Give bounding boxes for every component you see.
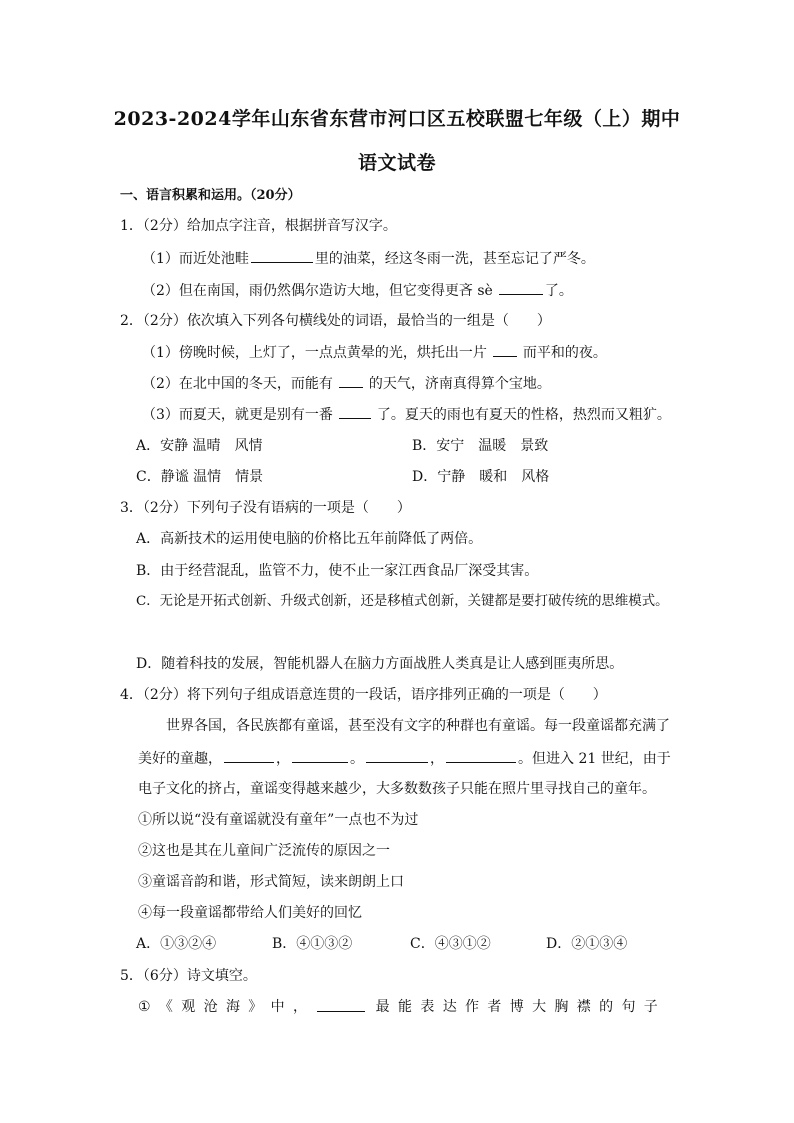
question-1-sub-2 [142,280,573,301]
char: 海 [225,999,240,1015]
answer-blank[interactable] [446,748,516,763]
answer-blank[interactable] [224,748,274,763]
question-3-option-b[interactable]: B．由于经营混乱，监管不力，使不止一家江西食品厂深受其害。 [136,563,539,579]
question-3-option-c[interactable]: C．无论是开拓式创新、升级式创新，还是移植式创新，关键都是要打破传统的思维模式。 [136,594,669,609]
answer-blank[interactable] [339,373,363,388]
char: 襟 [576,999,591,1015]
text: ， [430,751,444,767]
question-4-sentence-3: ③童谣音韵和谐，形式简短，读来朗朗上口 [138,874,404,890]
char: ， [292,999,307,1015]
text: （3）而夏天，就更是别有一番 [142,407,333,423]
question-1-stem: 1．（2分）给加点字注音，根据拼音写汉字。 [120,218,397,234]
question-4-passage-line-3: 电子文化的挤占，童谣变得越来越少，大多数数孩子只能在照片里寻找自己的童年。 [138,781,656,797]
answer-blank[interactable] [499,280,543,295]
answer-blank[interactable] [366,748,428,763]
char: 达 [442,999,457,1015]
question-4-option-d[interactable]: D．②①③④ [546,936,628,952]
char: 沧 [203,999,218,1015]
text: （2）在北中国的冬天，而能有 [142,376,333,392]
char: 胸 [554,999,569,1015]
text: 了。夏天的雨也有夏天的性格，热烈而又粗犷。 [376,407,671,423]
char: 博 [509,999,524,1015]
text: （2）但在南国，雨仍然偶尔造访大地，但它变得更吝 sè [142,283,493,299]
question-4-passage-line-1: 世界各国，各民族都有童谣，甚至没有文字的种群也有童谣。每一段童谣都充满了 [166,718,670,734]
char: 最 [375,999,390,1015]
question-2-sub-2 [142,373,551,394]
answer-blank[interactable] [493,342,517,357]
char: 观 [181,999,196,1015]
char: 子 [643,999,658,1015]
char: 者 [487,999,502,1015]
char: 中 [270,999,285,1015]
text: 美好的童趣， [138,751,222,767]
question-4-option-a[interactable]: A．①③②④ [136,936,217,952]
answer-blank[interactable] [251,248,313,263]
text: 的天气，济南真得算个宝地。 [368,376,551,392]
question-2-sub-1 [142,342,607,363]
answer-blank[interactable] [339,404,371,419]
char: 表 [420,999,435,1015]
question-2-stem: 2．（2分）依次填入下列各句横线处的词语，最恰当的一组是（ ） [120,313,551,329]
question-3-option-d[interactable]: D．随着科技的发展，智能机器人在脑力方面战胜人类真是让人感到匪夷所思。 [136,656,624,672]
char: 句 [621,999,636,1015]
text: ， [276,751,290,767]
question-4-option-b[interactable]: B．④①③② [272,936,353,952]
char: 的 [599,999,614,1015]
text: 而平和的夜。 [522,345,607,361]
exam-title-line1: 2023-2024学年山东省东营市河口区五校联盟七年级（上）期中 [113,108,681,130]
question-5-sub-1 [138,997,658,1017]
question-5-stem: 5．（6分）诗文填空。 [120,968,257,984]
answer-blank[interactable] [317,997,365,1012]
question-2-option-c[interactable]: C．静谧 温情 情景 [136,469,264,485]
question-1-sub-1 [142,248,595,269]
char: 》 [248,999,263,1015]
question-4-passage-line-2 [138,748,671,769]
char: 《 [158,999,173,1015]
question-3-option-a[interactable]: A．高新技术的运用使电脑的价格比五年前降低了两倍。 [136,531,483,547]
text: （1）而近处池畦 [142,251,249,267]
question-4-stem: 4．（2分）将下列句子组成语意连贯的一段话，语序排列正确的一项是（ ） [120,687,607,703]
question-4-sentence-4: ④每一段童谣都带给人们美好的回忆 [138,905,362,921]
question-2-sub-3 [142,404,671,425]
question-2-option-b[interactable]: B．安宁 温暖 景致 [412,438,549,454]
answer-blank[interactable] [292,748,348,763]
question-4-sentence-1: ①所以说“没有童谣就没有童年”一点也不为过 [138,812,419,828]
char: 作 [465,999,480,1015]
question-4-sentence-2: ②这也是其在儿童间广泛流传的原因之一 [138,843,390,859]
text: 。 [350,751,364,767]
text: 里的油菜，经这冬雨一洗，甚至忘记了严冬。 [314,251,595,267]
char: ① [138,999,151,1015]
question-2-option-d[interactable]: D．宁静 暖和 风格 [412,469,550,485]
question-2-option-a[interactable]: A．安静 温晴 风情 [136,438,263,454]
char: 能 [398,999,412,1015]
text: （1）傍晚时候，上灯了，一点点黄晕的光，烘托出一片 [142,345,487,361]
char: 大 [532,999,547,1015]
text: 。但进入 21 世纪，由于 [518,751,671,767]
exam-title-line2: 语文试卷 [357,152,436,174]
section-heading: 一、语言积累和运用。（20分） [120,188,301,203]
text: 了。 [544,283,573,299]
question-4-option-c[interactable]: C．④③①② [410,936,491,952]
question-3-stem: 3．（2分）下列句子没有语病的一项是（ ） [120,500,411,516]
